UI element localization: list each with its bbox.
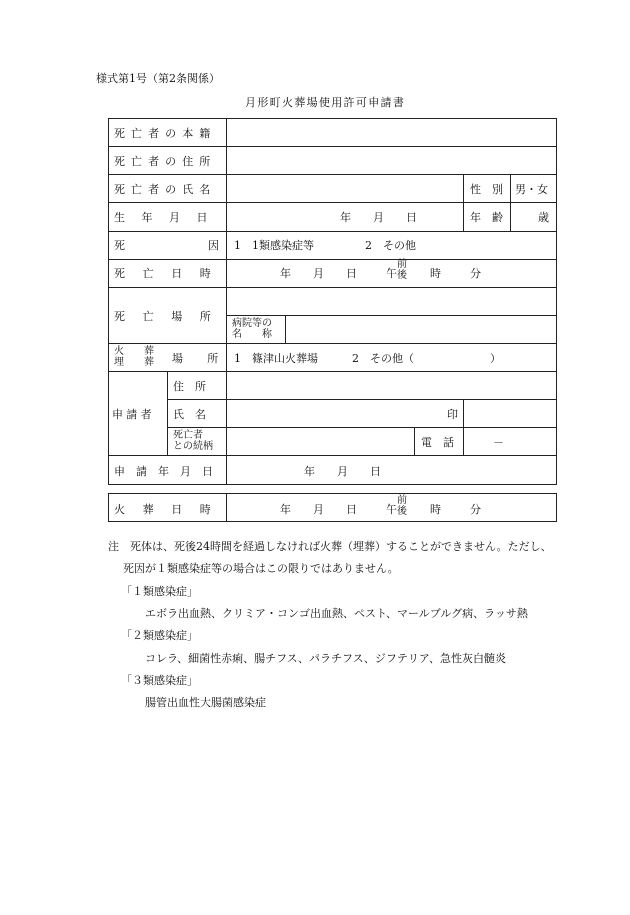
cremation-fun: 分: [470, 503, 481, 516]
label-shinseisha: 申請者: [112, 408, 155, 421]
note-line-1: 注 死体は、死後24時間を経過しなければ火葬（埋葬）することができません。ただし、: [108, 540, 552, 553]
shiin-option-1: 1 1類感染症等: [234, 239, 314, 252]
label-jusho: 死亡者の住所: [114, 155, 217, 168]
label-seinengappi: 生 年 月 日: [114, 211, 211, 224]
death-ji: 時: [430, 267, 441, 280]
cremation-date-ymd: 年 月 日: [280, 503, 357, 516]
cremation-zen-ato: 前 後: [397, 495, 407, 517]
note-line-2: 死因が１類感染症等の場合はこの限りではありません。: [123, 562, 399, 575]
label-shimei: 死亡者の氏名: [114, 183, 217, 196]
death-fun: 分: [470, 267, 481, 280]
seibetsu-value: 男・女: [515, 183, 548, 196]
label-basho: 場 所: [172, 352, 225, 365]
note-cat2-list: コレラ、細菌性赤痢、腸チフス、パラチフス、ジフテリア、急性灰白髄炎: [145, 652, 507, 665]
phone-dash: －: [493, 436, 504, 449]
label-shinsei-ymd: 申 請 年 月 日: [114, 465, 213, 478]
label-s-jusho: 住 所: [173, 380, 206, 393]
death-date-ymd: 年 月 日: [280, 267, 357, 280]
label-kaso-maiso: 火 葬 埋 葬: [114, 346, 154, 368]
label-s-shimei: 氏 名: [173, 408, 206, 421]
sai-unit: 歳: [538, 211, 549, 224]
place-close: ）: [490, 352, 501, 365]
place-option-2: 2 その他（: [352, 352, 414, 365]
application-date-ymd: 年 月 日: [304, 465, 381, 478]
form-title: 月形町火葬場使用許可申請書: [245, 96, 406, 109]
label-shi: 死: [114, 239, 125, 252]
cremation-ji: 時: [430, 503, 441, 516]
label-honseki: 死亡者の本籍: [114, 127, 217, 140]
cremation-go: 午: [386, 503, 397, 516]
note-cat2-title: 「２類感染症」: [121, 629, 198, 642]
label-zokugara: 死亡者 との続柄: [173, 430, 213, 452]
place-option-1: 1 篠津山火葬場: [234, 352, 318, 365]
death-zen-ato: 前 後: [397, 259, 407, 281]
label-denwa: 電 話: [421, 436, 454, 449]
label-seibetsu: 性 別: [470, 183, 503, 196]
form-number: 様式第1号（第2条関係）: [96, 72, 220, 85]
death-go: 午: [386, 267, 397, 280]
label-kaso-nichiji: 火 葬 日 時: [114, 503, 215, 516]
seal-mark: 印: [447, 408, 458, 421]
note-cat1-title: 「１類感染症」: [121, 585, 198, 598]
note-cat1-list: エボラ出血熱、クリミア・コンゴ出血熱、ペスト、マールブルグ病、ラッサ熱: [145, 607, 528, 620]
birth-date-ymd: 年 月 日: [340, 211, 417, 224]
label-in: 因: [208, 239, 219, 252]
note-cat3-title: 「３類感染症」: [121, 674, 198, 687]
label-shibou-basho: 死 亡 場 所: [114, 310, 215, 323]
note-cat3-list: 腸管出血性大腸菌感染症: [145, 696, 266, 709]
label-shibou-nichiji: 死 亡 日 時: [114, 267, 215, 280]
shiin-option-2: 2 その他: [365, 239, 416, 252]
label-byoin-meisho: 病院等の 名 称: [232, 318, 272, 340]
label-nenrei: 年 齢: [470, 211, 503, 224]
